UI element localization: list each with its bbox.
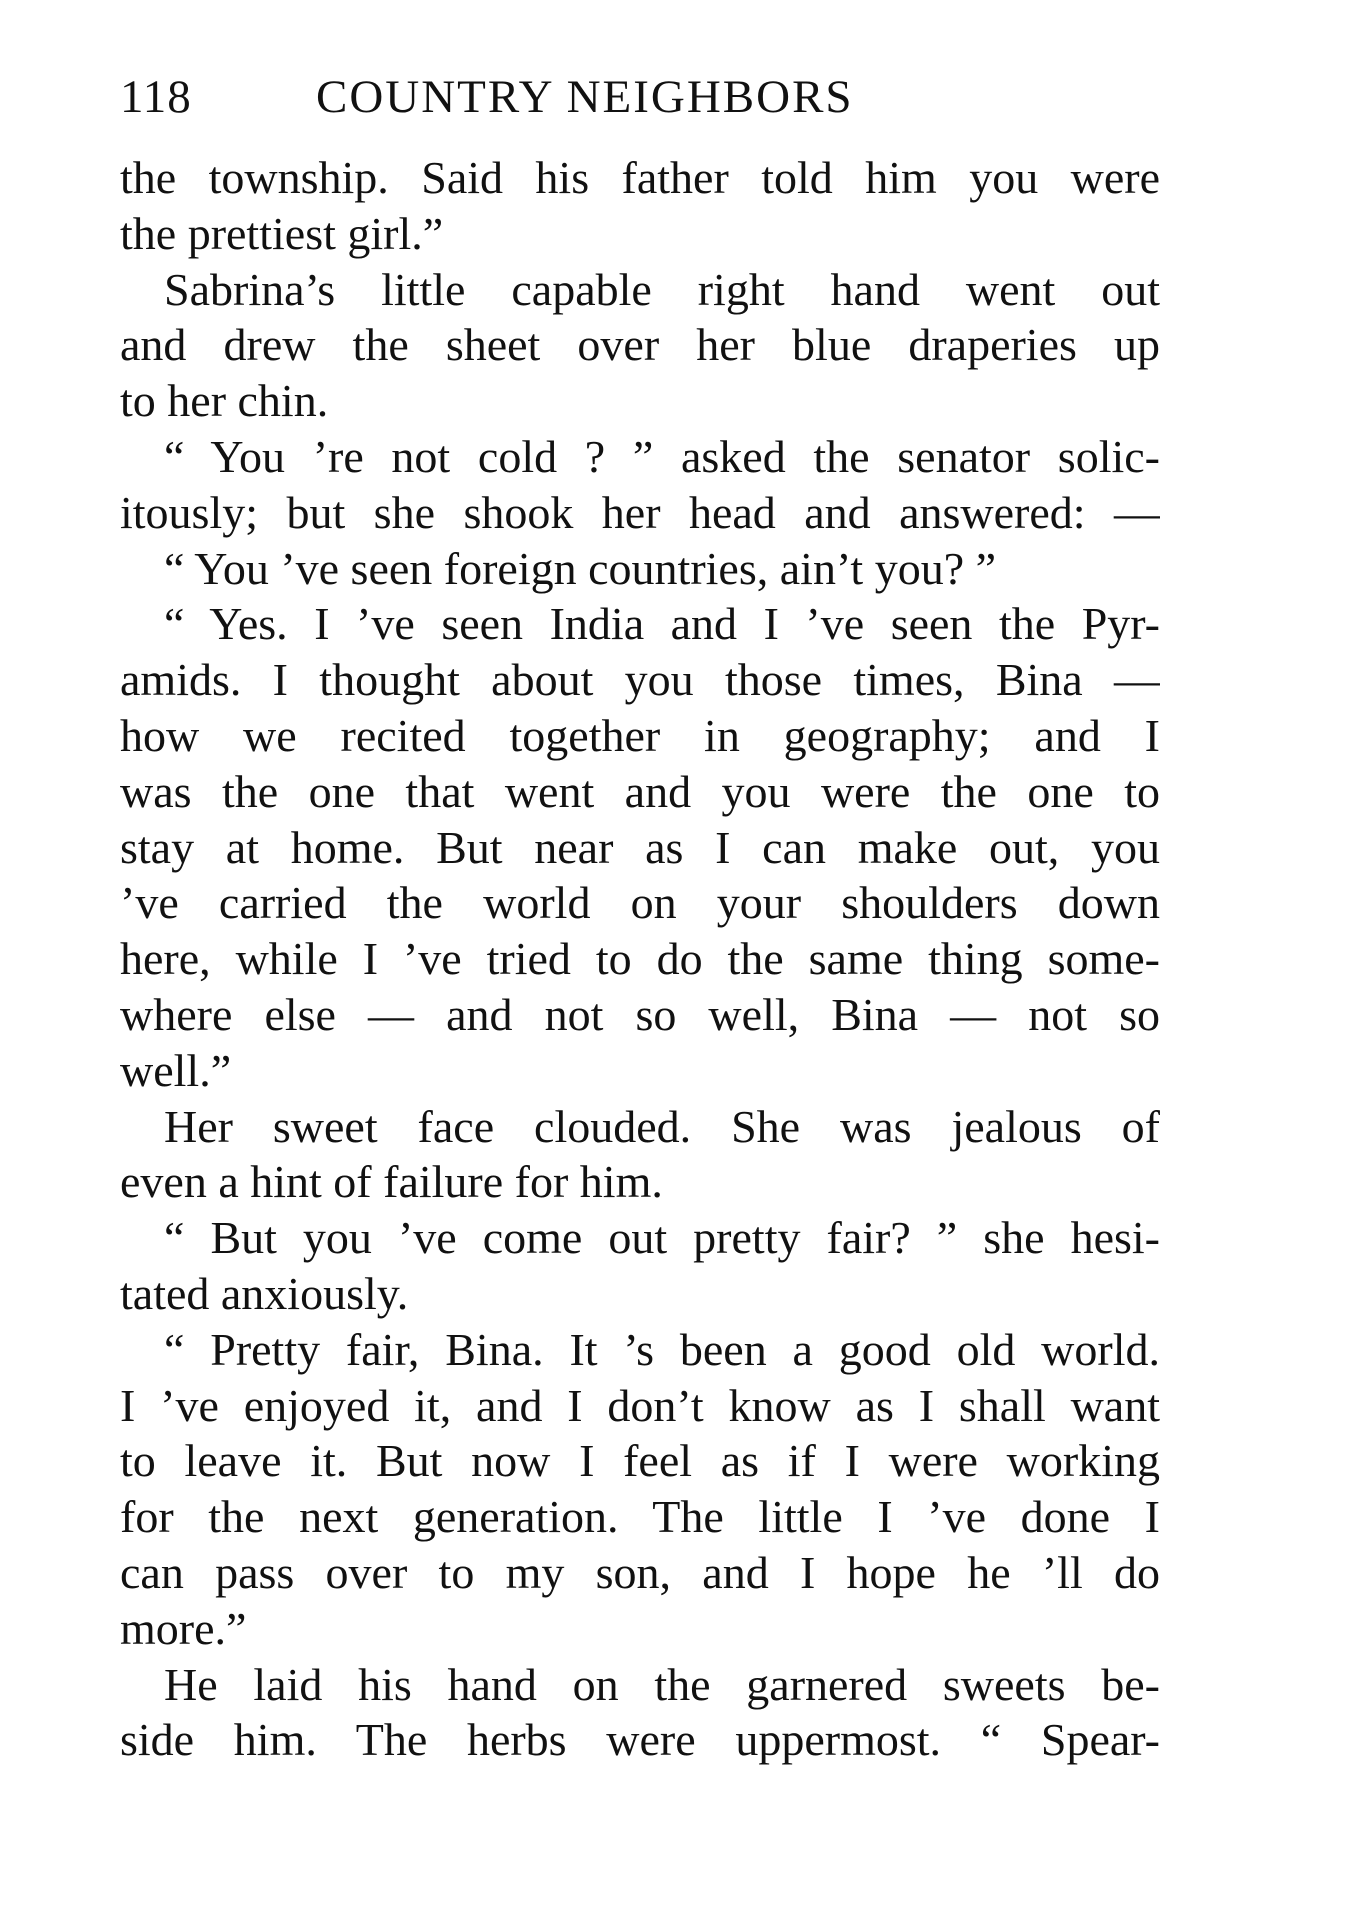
text-line: “ You ’ve seen foreign countries, ain’t you? ” [164, 542, 997, 594]
text-line: tated anxiously. [120, 1267, 409, 1319]
body-text [120, 150, 1160, 1768]
text-line: how we recited together in geography; and I [120, 709, 1160, 761]
text-line: side him. The herbs were uppermost. “ Spear- [120, 1714, 1160, 1766]
text-line: amids. I thought about you those times, Bina — [120, 654, 1160, 706]
text-line: can pass over to my son, and I hope he ’ll do [120, 1546, 1160, 1598]
text-line: He laid his hand on the garnered sweets be- [164, 1658, 1160, 1710]
text-line: here, while I ’ve tried to do the same thing some- [120, 933, 1160, 985]
text-line: was the one that went and you were the one to [120, 765, 1160, 817]
text-line: I ’ve enjoyed it, and I don’t know as I shall want [120, 1379, 1160, 1431]
text-line: “ Pretty fair, Bina. It ’s been a good old world. [164, 1323, 1160, 1375]
text-line: for the next generation. The little I ’ve done I [120, 1491, 1160, 1543]
text-line: stay at home. But near as I can make out, you [120, 821, 1160, 873]
text-line: itously; but she shook her head and answered: — [120, 486, 1160, 538]
text-line: Her sweet face clouded. She was jealous of [164, 1100, 1160, 1152]
text-line: the prettiest girl.” [120, 207, 444, 259]
running-head: COUNTRY NEIGHBORS [316, 71, 854, 123]
text-line: “ You ’re not cold ? ” asked the senator solic- [164, 430, 1160, 482]
text-line: Sabrina’s little capable right hand went out [164, 263, 1160, 315]
text-line: well.” [120, 1044, 232, 1096]
text-line: to her chin. [120, 375, 329, 427]
text-line: and drew the sheet over her blue draperies up [120, 319, 1160, 371]
text-line: ’ve carried the world on your shoulders down [120, 877, 1160, 929]
text-line: the township. Said his father told him you were [120, 152, 1160, 203]
text-line: to leave it. But now I feel as if I were working [120, 1435, 1160, 1487]
text-line: “ But you ’ve come out pretty fair? ” she hesi- [164, 1212, 1160, 1264]
page-header [120, 62, 1160, 132]
text-line: even a hint of failure for him. [120, 1156, 663, 1208]
page-number: 118 [120, 71, 192, 123]
text-line: more.” [120, 1602, 247, 1654]
text-line: “ Yes. I ’ve seen India and I ’ve seen the Pyr- [164, 598, 1160, 650]
text-line: where else — and not so well, Bina — not so [120, 988, 1160, 1040]
